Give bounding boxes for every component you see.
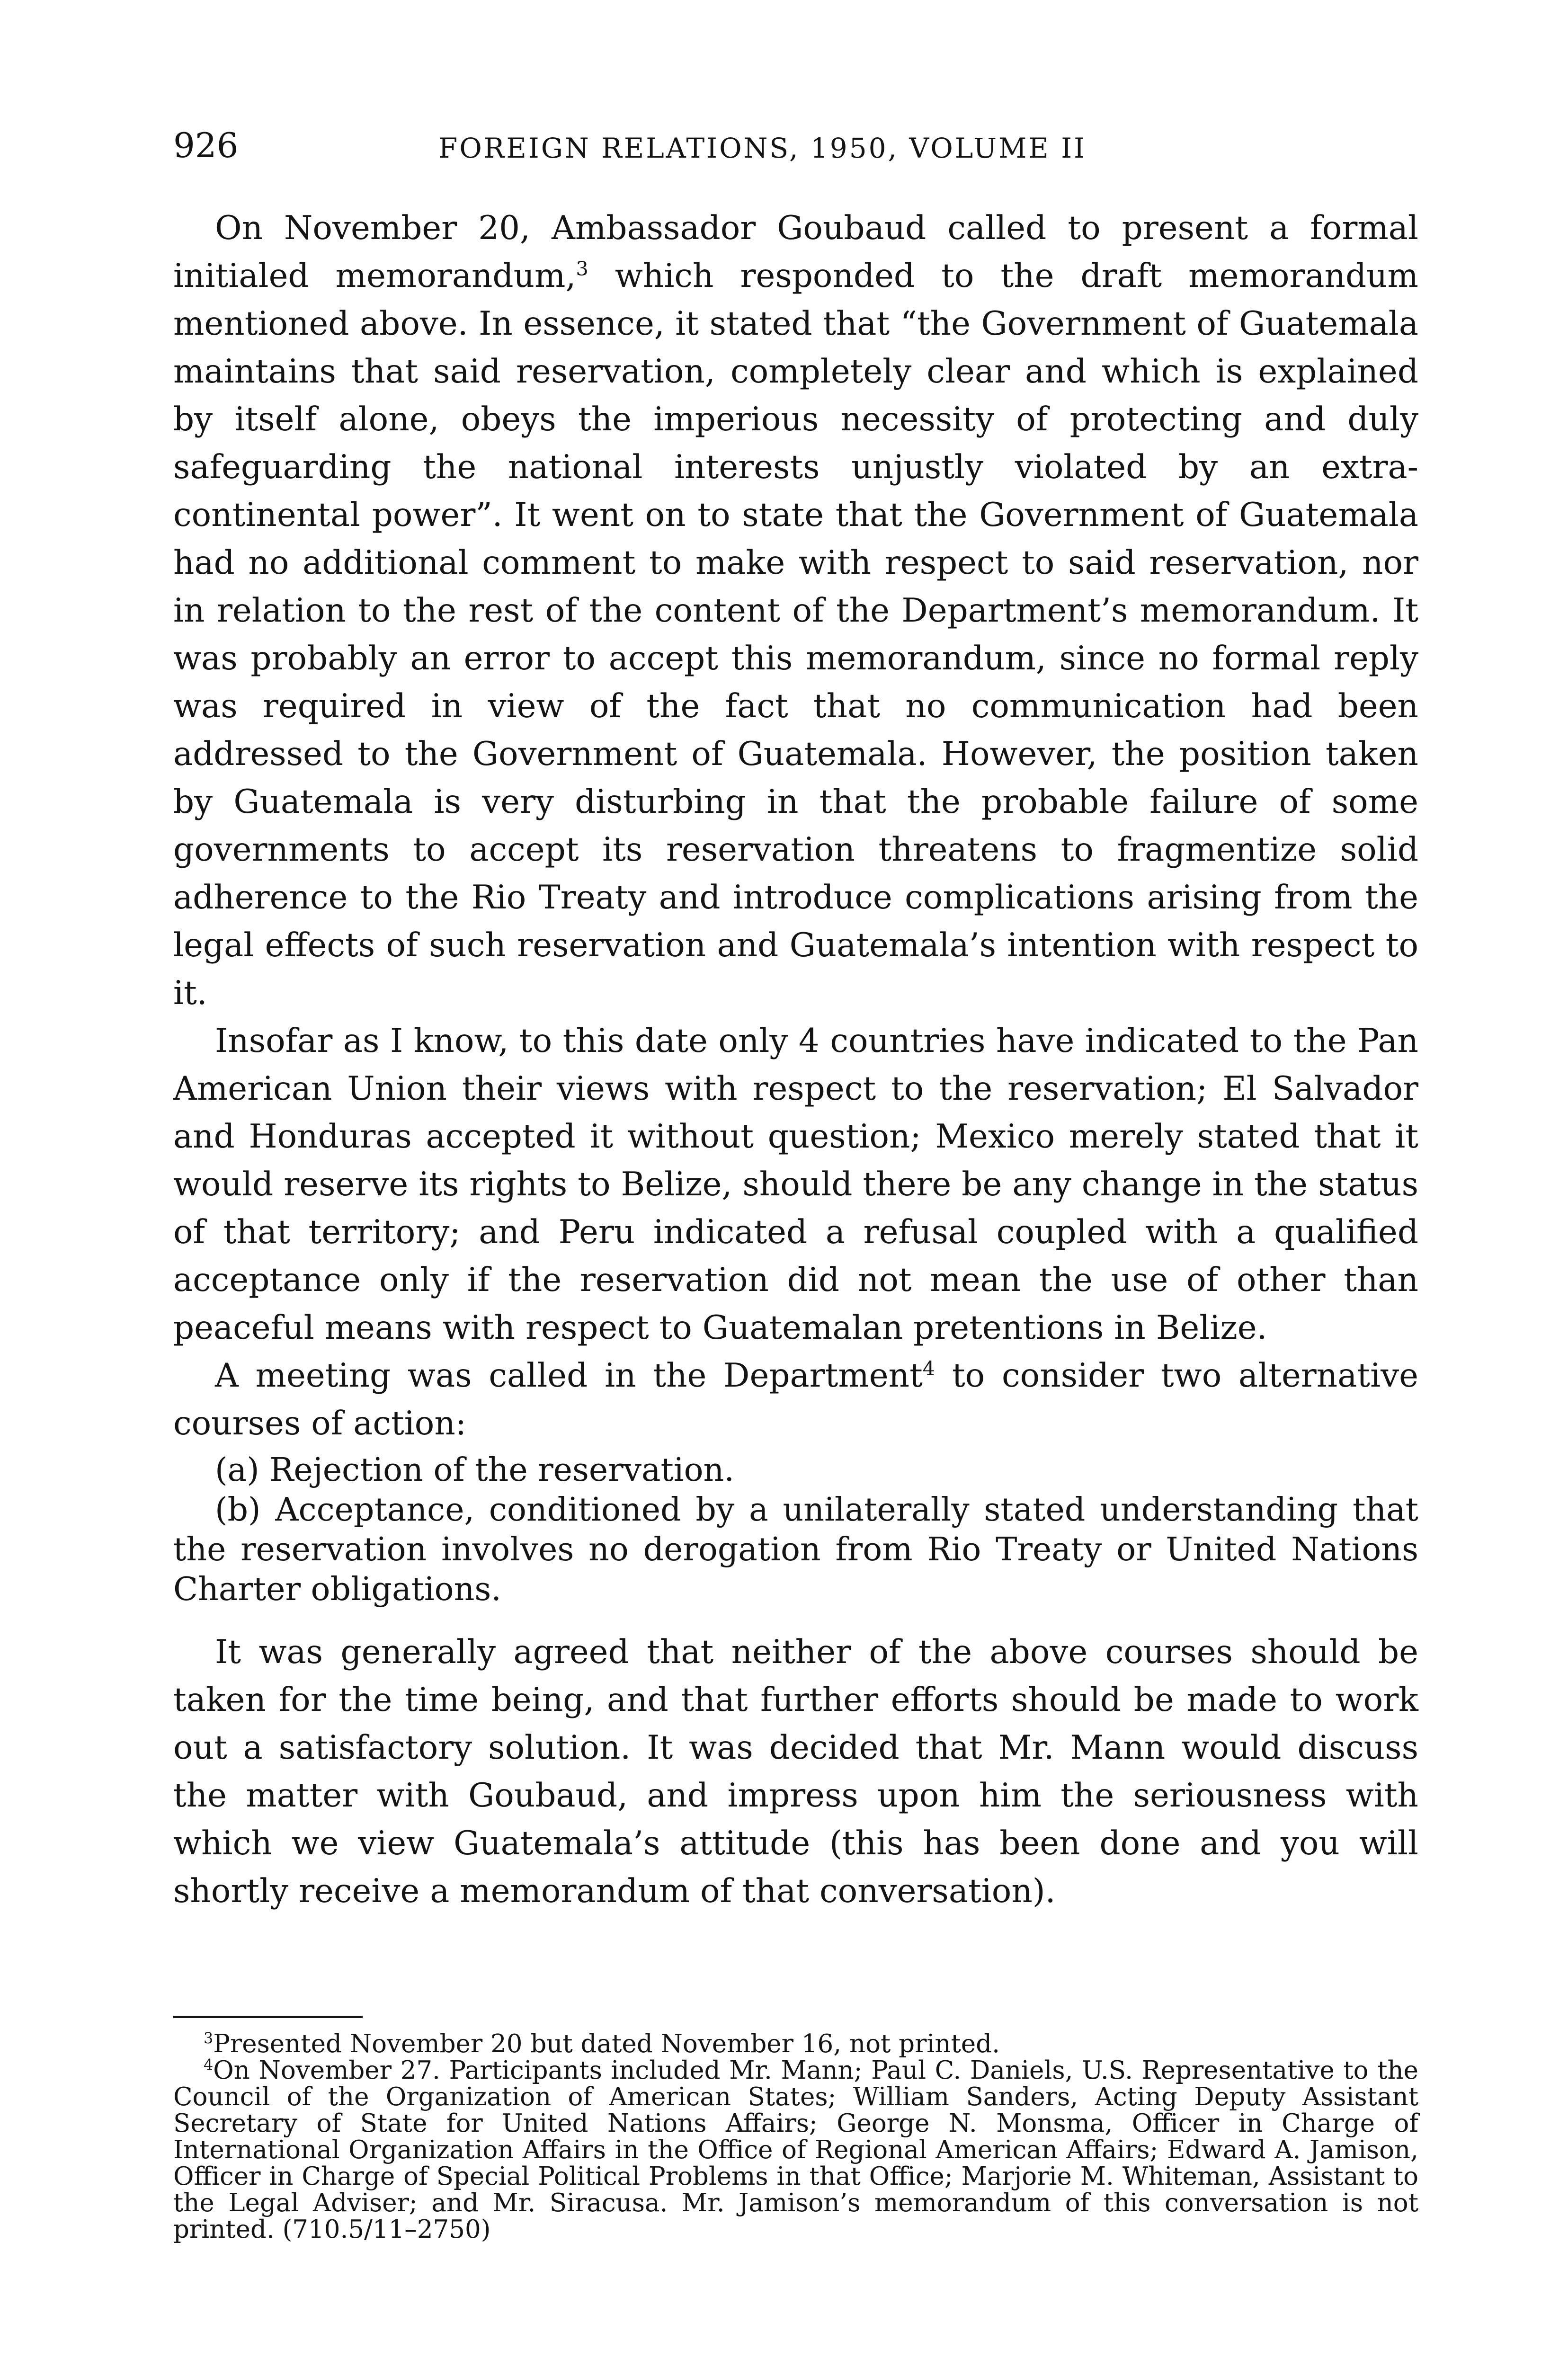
footnote xyxy=(173,2057,1418,2243)
footnote-divider xyxy=(173,2016,363,2018)
footnote-text: On November 27. Participants included Mr. Mann; Paul C. Daniels, U.S. Representative to the Council of the Organization of American States; William Sanders, Acting Deputy Assistant Secretary of State for United Nations Affairs; George N. Monsma, Officer in Charge of International Organization Affairs in the Office of Regional American Affairs; Edward A. Jamison, Officer in Charge of Special Political Problems in that Office; Marjorie M. Whiteman, Assistant to the Legal Adviser; and Mr. Siracusa. Mr. Jamison’s memorandum of this conversation is not printed. (710.5/11–2750) xyxy=(173,2056,1418,2244)
options-list xyxy=(173,1450,1418,1610)
paragraph: It was generally agreed that neither of the above courses should be taken for the time being, and that further efforts should be made to work out a satisfactory solution. It was decided that Mr. Mann would discuss the matter with Goubaud, and impress upon him the seriousness with which we view Guatemala’s attitude (this has been done and you will shortly receive a memorandum of that conversation). xyxy=(173,1633,1418,1910)
footnotes xyxy=(173,2031,1418,2243)
footnote-reference: 4 xyxy=(922,1357,935,1380)
footnote-marker: 3 xyxy=(204,2029,214,2047)
body-text xyxy=(173,205,1418,1915)
list-item: (b) Acceptance, conditioned by a unilaterally stated understanding that the reservation involves no derogation from Rio Treaty or United Nations Charter obligations. xyxy=(173,1491,1418,1608)
paragraph xyxy=(173,1352,1418,1448)
paragraph-text: On November 20, Ambassador Goubaud called to present a formal initialed memorandum, xyxy=(173,209,1418,295)
paragraph xyxy=(173,205,1418,1017)
paragraph-text: Insofar as I know, to this date only 4 countries have indicated to the Pan American Union their views with respect to the reservation; El Salvador and Honduras accepted it without question; Mexico merely stated that it would reserve its rights to Belize, should there be any change in the status of that territory; and Peru indicated a refusal coupled with a qualified acceptance only if the reservation did not mean the use of other than peaceful means with respect to Guatemalan pretentions in Belize. xyxy=(173,1022,1418,1347)
paragraph-text: which responded to the draft memorandum mentioned above. In essence, it stated that “the Government of Guatemala maintains that said reservation, completely clear and which is explained by itself alone, obeys the imperious necessity of protecting and duly safeguarding the national interests unjustly violated by an extra-continental power”. It went on to state that the Government of Guatemala had no additional comment to make with respect to said reservation, nor in relation to the rest of the content of the Department’s memorandum. It was probably an error to accept this memorandum, since no formal reply was required in view of the fact that no communication had been addressed to the Government of Guatemala. However, the position taken by Guatemala is very disturbing in that the probable failure of some governments to accept its reservation threatens to fragmentize solid adherence to the Rio Treaty and introduce complications arising from the legal effects of such reservation and Guatemala’s intention with respect to it. xyxy=(173,257,1418,1012)
page-number: 926 xyxy=(173,125,239,165)
list-item: (a) Rejection of the reservation. xyxy=(215,1451,734,1489)
footnote xyxy=(173,2031,1418,2057)
footnote-reference: 3 xyxy=(576,258,588,280)
paragraph-text: to consider two alternative courses of action: xyxy=(173,1357,1418,1442)
page-header xyxy=(173,124,1404,181)
running-title: FOREIGN RELATIONS, 1950, VOLUME II xyxy=(438,132,1087,164)
paragraph xyxy=(173,1017,1418,1352)
footnote-text: Presented November 20 but dated November 16, not printed. xyxy=(213,2029,1000,2058)
footnote-marker: 4 xyxy=(204,2056,214,2074)
paragraph-text: A meeting was called in the Department xyxy=(215,1357,923,1395)
